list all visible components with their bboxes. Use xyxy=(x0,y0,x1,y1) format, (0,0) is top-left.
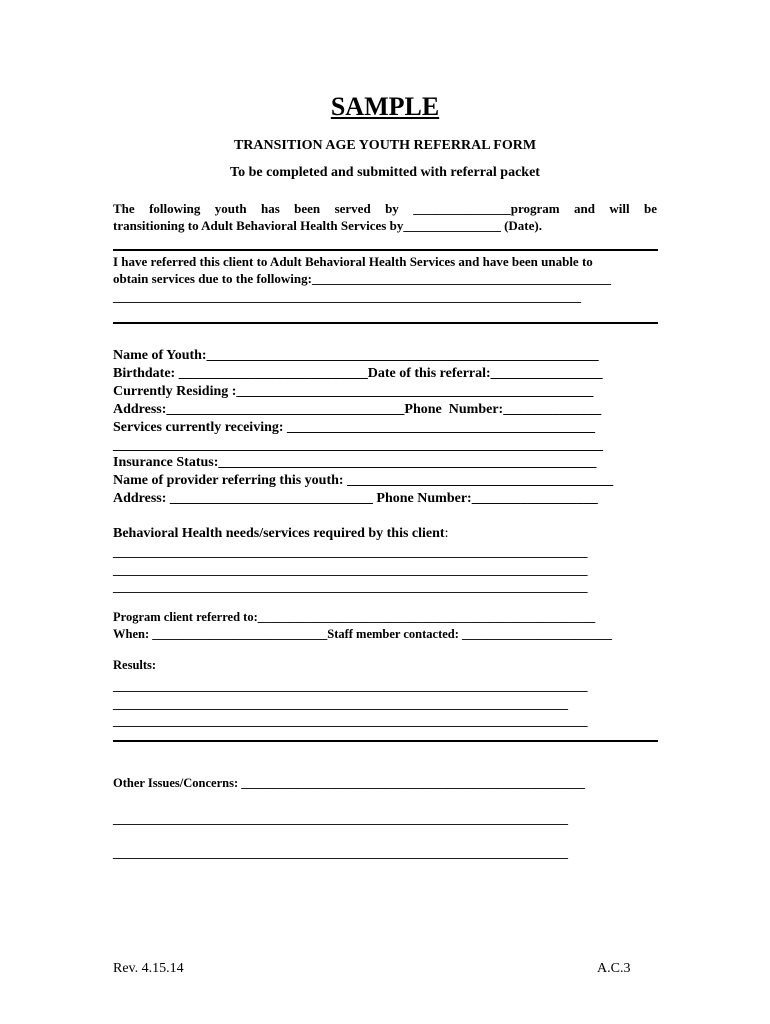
results-line-2[interactable]: ______________________________________________________________________ xyxy=(113,696,568,711)
page-title: SAMPLE xyxy=(330,92,440,121)
needs-line-1[interactable]: _________________________________________________________________________ xyxy=(113,544,588,559)
section-divider-bottom xyxy=(113,740,658,742)
other-issues-field[interactable]: Other Issues/Concerns: _______________________________________________________ xyxy=(113,776,585,790)
section-divider-middle xyxy=(113,322,658,324)
referral-reason-line-1: I have referred this client to Adult Behavioral Health Services and have been unable to xyxy=(113,254,593,269)
provider-name-field[interactable]: Name of provider referring this youth: ______________________________________ xyxy=(113,473,614,488)
results-line-1[interactable]: _________________________________________________________________________ xyxy=(113,678,588,693)
needs-heading: Behavioral Health needs/services required by this client: xyxy=(113,526,449,541)
address-field[interactable]: Address:__________________________________Phone Number:______________ xyxy=(113,402,602,417)
other-issues-line-2[interactable]: ______________________________________________________________________ xyxy=(113,845,568,860)
form-instruction: To be completed and submitted with referral packet xyxy=(230,165,540,180)
services-receiving-field[interactable]: Services currently receiving: ____________________________________________ xyxy=(113,420,596,435)
intro-line-1: The following youth has been served by _______________program and will be xyxy=(113,201,657,216)
needs-line-2[interactable]: _________________________________________________________________________ xyxy=(113,562,588,577)
other-issues-line-1[interactable]: ______________________________________________________________________ xyxy=(113,811,568,826)
referral-reason-line-3[interactable]: ________________________________________________________________________ xyxy=(113,289,581,304)
form-code: A.C.3 xyxy=(597,961,631,976)
referral-reason-line-2[interactable]: obtain services due to the following:______________________________________________ xyxy=(113,271,611,286)
needs-line-3[interactable]: _________________________________________________________________________ xyxy=(113,579,588,594)
revision-date: Rev. 4.15.14 xyxy=(113,961,184,976)
section-divider-top xyxy=(113,249,658,251)
insurance-status-field[interactable]: Insurance Status:______________________________________________________ xyxy=(113,455,597,470)
results-line-3[interactable]: _________________________________________________________________________ xyxy=(113,713,588,728)
results-label: Results: xyxy=(113,658,157,672)
services-continued-line[interactable]: ______________________________________________________________________ xyxy=(113,438,603,453)
program-referred-field[interactable]: Program client referred to:______________________________________________________ xyxy=(113,610,596,624)
when-staff-contacted-field[interactable]: When: ____________________________Staff member contacted: ________________________ xyxy=(113,627,613,641)
provider-address-field[interactable]: Address: _____________________________ Phone Number:__________________ xyxy=(113,491,598,506)
currently-residing-field[interactable]: Currently Residing :___________________________________________________ xyxy=(113,384,594,399)
birthdate-field[interactable]: Birthdate: ___________________________Date of this referral:________________ xyxy=(113,366,603,381)
form-name: TRANSITION AGE YOUTH REFERRAL FORM xyxy=(233,138,537,153)
name-of-youth-field[interactable]: Name of Youth:________________________________________________________ xyxy=(113,348,599,363)
intro-line-2: transitioning to Adult Behavioral Health Services by_______________ (Date). xyxy=(113,218,542,233)
